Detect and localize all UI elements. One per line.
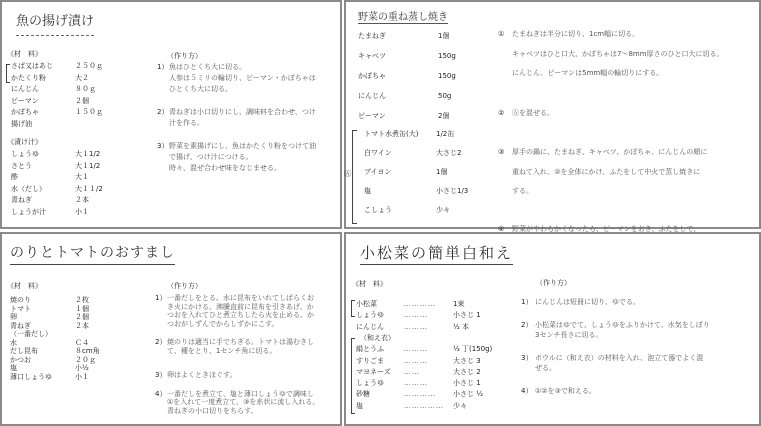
step-text: き火にかける。沸騰直前に昆布を引きあげ、か: [167, 302, 314, 311]
ingredient-amount: 150g: [438, 52, 456, 60]
recipe-card-nori-tomato-soup: [0, 232, 342, 426]
step-text: つおがしずんでからしずかにこす。: [167, 319, 279, 328]
ingredient-name: かぼちゃ: [358, 72, 386, 80]
step-number: 3）: [157, 142, 169, 150]
recipe-title: 小松菜の簡単白和え: [360, 242, 513, 265]
step-text: ①②を③で和える。: [535, 387, 596, 395]
ingredient-amount: 大さじ 2: [453, 367, 481, 376]
ingredient-name: すりごま: [356, 356, 384, 365]
ingredient-name: ブイヨン: [364, 168, 392, 176]
leader-dots: ……………: [404, 401, 444, 410]
ingredient-name: ピーマン: [358, 112, 386, 120]
ingredients-header: 《材 料》: [7, 50, 42, 58]
ingredient-amount: 小さじ1/3: [436, 187, 469, 195]
ingredient-amount: 1個: [438, 32, 450, 40]
ingredient-amount: 大さじ2: [436, 149, 462, 157]
ingredient-name: たまねぎ: [358, 32, 386, 40]
bracket: [352, 130, 357, 224]
ingredient-name: だし昆布: [10, 347, 38, 355]
step-number: 2）: [521, 321, 533, 329]
ingredient-amount: 大２: [75, 73, 89, 82]
ingredient-name: 薄口しょうゆ: [10, 372, 52, 381]
step-text: ぜる。: [535, 364, 556, 372]
sauce-header: 《漬け汁》: [7, 138, 42, 146]
step-text: 人参は５ミリの輪切り、ピーマン・かぼちゃは: [169, 74, 316, 82]
recipe-card-fish: [0, 0, 342, 229]
ingredient-name: かぼちゃ: [11, 108, 39, 116]
ingredient-amount: ２個: [75, 313, 89, 321]
ingredient-amount: 小½: [75, 364, 89, 372]
step-text: 一番だしをとる。水に昆布をいれてしばらくお: [167, 294, 314, 302]
ingredient-amount: ２本: [75, 321, 89, 330]
ingredient-name: 水（だし）: [11, 184, 46, 193]
step-number: 3）: [521, 354, 533, 362]
ingredient-amount: ８０ｇ: [75, 85, 96, 93]
ingredient-amount: ½ 丁(150g): [453, 345, 493, 354]
ingredient-name: 青ねぎ: [10, 321, 31, 330]
ingredient-amount: 小１: [75, 372, 89, 381]
step-number: ③: [498, 148, 505, 156]
ingredient-name: 塩: [356, 401, 363, 410]
step-text: で揚げ、つけ汁につける。: [169, 153, 253, 161]
step-number: ①: [498, 30, 505, 38]
ingredient-amount: 小さじ 1: [453, 311, 481, 320]
recipe-card-komatsuna: [344, 232, 761, 426]
ingredient-name: かたくり粉: [11, 73, 46, 82]
ingredient-amount: １個: [75, 304, 89, 313]
recipe-title: 魚の揚げ漬け: [16, 10, 94, 36]
ingredient-name: 砂糖: [356, 390, 370, 399]
ingredient-amount: 150g: [438, 72, 456, 80]
leader-dots: ………: [404, 356, 428, 365]
ingredient-name: こしょう: [364, 206, 392, 214]
ingredient-amount: ２５０ｇ: [75, 62, 103, 70]
ingredient-name: 青ねぎ: [11, 196, 32, 204]
ingredient-name: しょうゆ: [11, 150, 39, 158]
ingredient-amount: 少々: [436, 206, 450, 214]
ingredient-name: にんじん: [11, 85, 39, 93]
step-number: 1）: [157, 63, 169, 71]
ingredient-name: にんじん: [356, 322, 384, 331]
ingredient-amount: 1束: [453, 300, 465, 308]
ingredient-name: 小松菜: [356, 300, 377, 308]
ingredient-amount: Ｃ４: [75, 338, 89, 347]
leader-dots: ………: [404, 345, 428, 354]
ingredient-name: しょうゆ: [356, 379, 384, 388]
leader-dots: ……: [404, 367, 420, 376]
ingredient-name: しょうが汁: [11, 207, 46, 216]
step-text: 野菜を素揚げにし、魚はかたくり粉をつけて油: [169, 142, 316, 150]
ingredient-name: 塩: [364, 187, 371, 195]
group-mark: Ⓐ: [344, 170, 351, 178]
step-text: にんじん、ピーマンは5mm幅の輪切りにする。: [512, 69, 664, 77]
ingredient-name: 焼のり: [10, 296, 31, 304]
ingredient-amount: 少々: [453, 401, 467, 410]
recipe-title: 野菜の重ね蒸し焼き: [358, 8, 448, 24]
ingredient-name: キャベツ: [358, 52, 386, 60]
step-number: ④: [498, 224, 505, 233]
bracket: [351, 338, 355, 414]
ingredient-name: さとう: [11, 161, 32, 170]
ingredient-name: さば又はあじ: [11, 62, 53, 70]
ingredient-name: 絹とうふ: [356, 345, 384, 354]
ingredient-amount: ２枚: [75, 296, 89, 304]
ingredient-amount: 1/2缶: [436, 130, 455, 138]
ingredient-name: 卵: [10, 313, 17, 321]
step-text: 時々、混ぜ合わせ味をなじませる。: [169, 164, 281, 172]
leader-dots: ………: [404, 322, 428, 331]
steps-header: （作り方）: [167, 52, 202, 60]
ingredient-name: 白ワイン: [364, 149, 392, 157]
steps-header: （作り方）: [167, 282, 202, 290]
step-text: つおを入れてひと煮立ちしたら火を止める。か: [167, 311, 314, 319]
step-text: たまねぎは半分に切り、1cm幅に切る。: [512, 30, 640, 38]
ingredient-amount: ½ 本: [453, 322, 470, 331]
ingredient-amount: 小さじ 1: [453, 379, 481, 388]
step-number: 4）: [521, 387, 533, 395]
ingredient-name: 酢: [11, 173, 18, 181]
step-number: ②: [498, 108, 505, 117]
step-text: Ⓐを混ぜる。: [512, 108, 554, 117]
ingredient-amount: ２０ｇ: [75, 355, 96, 364]
step-text: 青ねぎは小口切りにし、調味料を合わせ、つけ: [169, 108, 316, 116]
leader-dots: …………: [404, 390, 436, 399]
step-text: 3センチ長さに切る。: [535, 331, 603, 339]
ingredient-amount: 大さじ 3: [453, 356, 481, 365]
bracket: [351, 300, 355, 317]
ingredient-name: かつお: [10, 355, 31, 364]
ingredient-amount: 大１1/2: [75, 161, 101, 170]
step-text: 野菜がやわらかくなったら、ピーマンをおき、ふたをして、: [512, 224, 701, 233]
ingredients-header: 《材 料》: [352, 280, 387, 288]
step-number: 3）: [155, 371, 167, 379]
ingredient-amount: 大１1/2: [75, 150, 101, 158]
step-number: 1）: [155, 294, 167, 302]
step-text: 卵はよくときほぐす。: [167, 371, 237, 379]
ingredient-name: トマト: [10, 304, 31, 313]
step-text: 魚はひとくち大に切る。: [169, 63, 246, 71]
leader-dots: ………: [404, 379, 428, 388]
step-text: 焼のりは適当に手でちぎる。トマトは湯むきし: [167, 338, 314, 346]
ingredient-amount: 小１: [75, 207, 89, 216]
step-number: 2）: [155, 338, 167, 346]
ingredient-amount: 小さじ ½: [453, 390, 484, 399]
step-text: 汁を作る。: [169, 119, 204, 127]
step-text: 厚手の鍋に、たまねぎ、キャベツ、かぼちゃ、にんじんの順に: [512, 148, 708, 156]
ingredient-name: マヨネーズ: [356, 367, 391, 376]
step-text: ①を入れて一度煮立て、③を糸状に流し入れる。: [167, 398, 320, 406]
ingredient-amount: 大１: [75, 173, 89, 181]
ingredient-name: にんじん: [358, 92, 386, 100]
leader-dots: …………: [404, 300, 436, 308]
ingredient-amount: １５０ｇ: [75, 108, 103, 116]
step-number: 1）: [521, 298, 533, 306]
step-text: にんじんは短冊に切り、ゆでる。: [535, 298, 640, 306]
recipe-title: のりとトマトのおすまし: [10, 242, 175, 265]
step-text: 青ねぎの小口切りをちらす。: [167, 406, 258, 415]
ingredient-amount: 2個: [438, 112, 450, 120]
step-text: ひとくち大に切る。: [169, 85, 232, 93]
ingredient-name: （和え衣）: [360, 333, 395, 342]
ingredient-name: ピーマン: [11, 96, 39, 105]
ingredient-name: 塩: [10, 364, 17, 372]
leader-dots: ………: [404, 311, 428, 320]
ingredient-amount: ２本: [75, 196, 89, 204]
bracket: [6, 64, 10, 83]
step-text: 小松菜はゆでて、しょうゆをふりかけて、水気をしぼり: [535, 321, 710, 329]
ingredients-header: 《材 料》: [7, 282, 42, 290]
step-text: ボウルに（和え衣）の材料を入れ、泡立て器でよく混: [535, 354, 704, 362]
ingredient-amount: 大１１/2: [75, 184, 103, 193]
step-text: 重ねて入れ、②を全体にかけ、ふたをして中火で蒸し焼きに: [512, 167, 701, 176]
steps-header: （作り方）: [536, 279, 571, 287]
ingredient-amount: ２個: [75, 96, 89, 105]
ingredient-name: しょうゆ: [356, 311, 384, 320]
step-text: キャベツはひと口大、かぼちゃは7～8mm厚さのひと口大に切る。: [512, 49, 724, 58]
ingredient-name: 揚げ油: [11, 119, 32, 128]
step-number: 4）: [155, 389, 167, 398]
step-text: て、種をとり、1センチ角に切る。: [167, 346, 277, 355]
step-number: 2）: [157, 108, 169, 116]
ingredient-name: （一番だし）: [10, 330, 52, 338]
recipe-card-vegetable-steam: [344, 0, 761, 233]
ingredient-name: トマト水煮缶(大): [364, 130, 419, 138]
ingredient-name: 水: [10, 338, 17, 347]
ingredient-amount: ８cm角: [75, 347, 100, 355]
ingredient-amount: 50g: [438, 92, 452, 100]
step-text: 一番だしを煮立て、塩と薄口しょうゆで調味し: [167, 389, 314, 398]
ingredient-amount: 1個: [436, 168, 448, 176]
step-text: する。: [512, 187, 533, 195]
